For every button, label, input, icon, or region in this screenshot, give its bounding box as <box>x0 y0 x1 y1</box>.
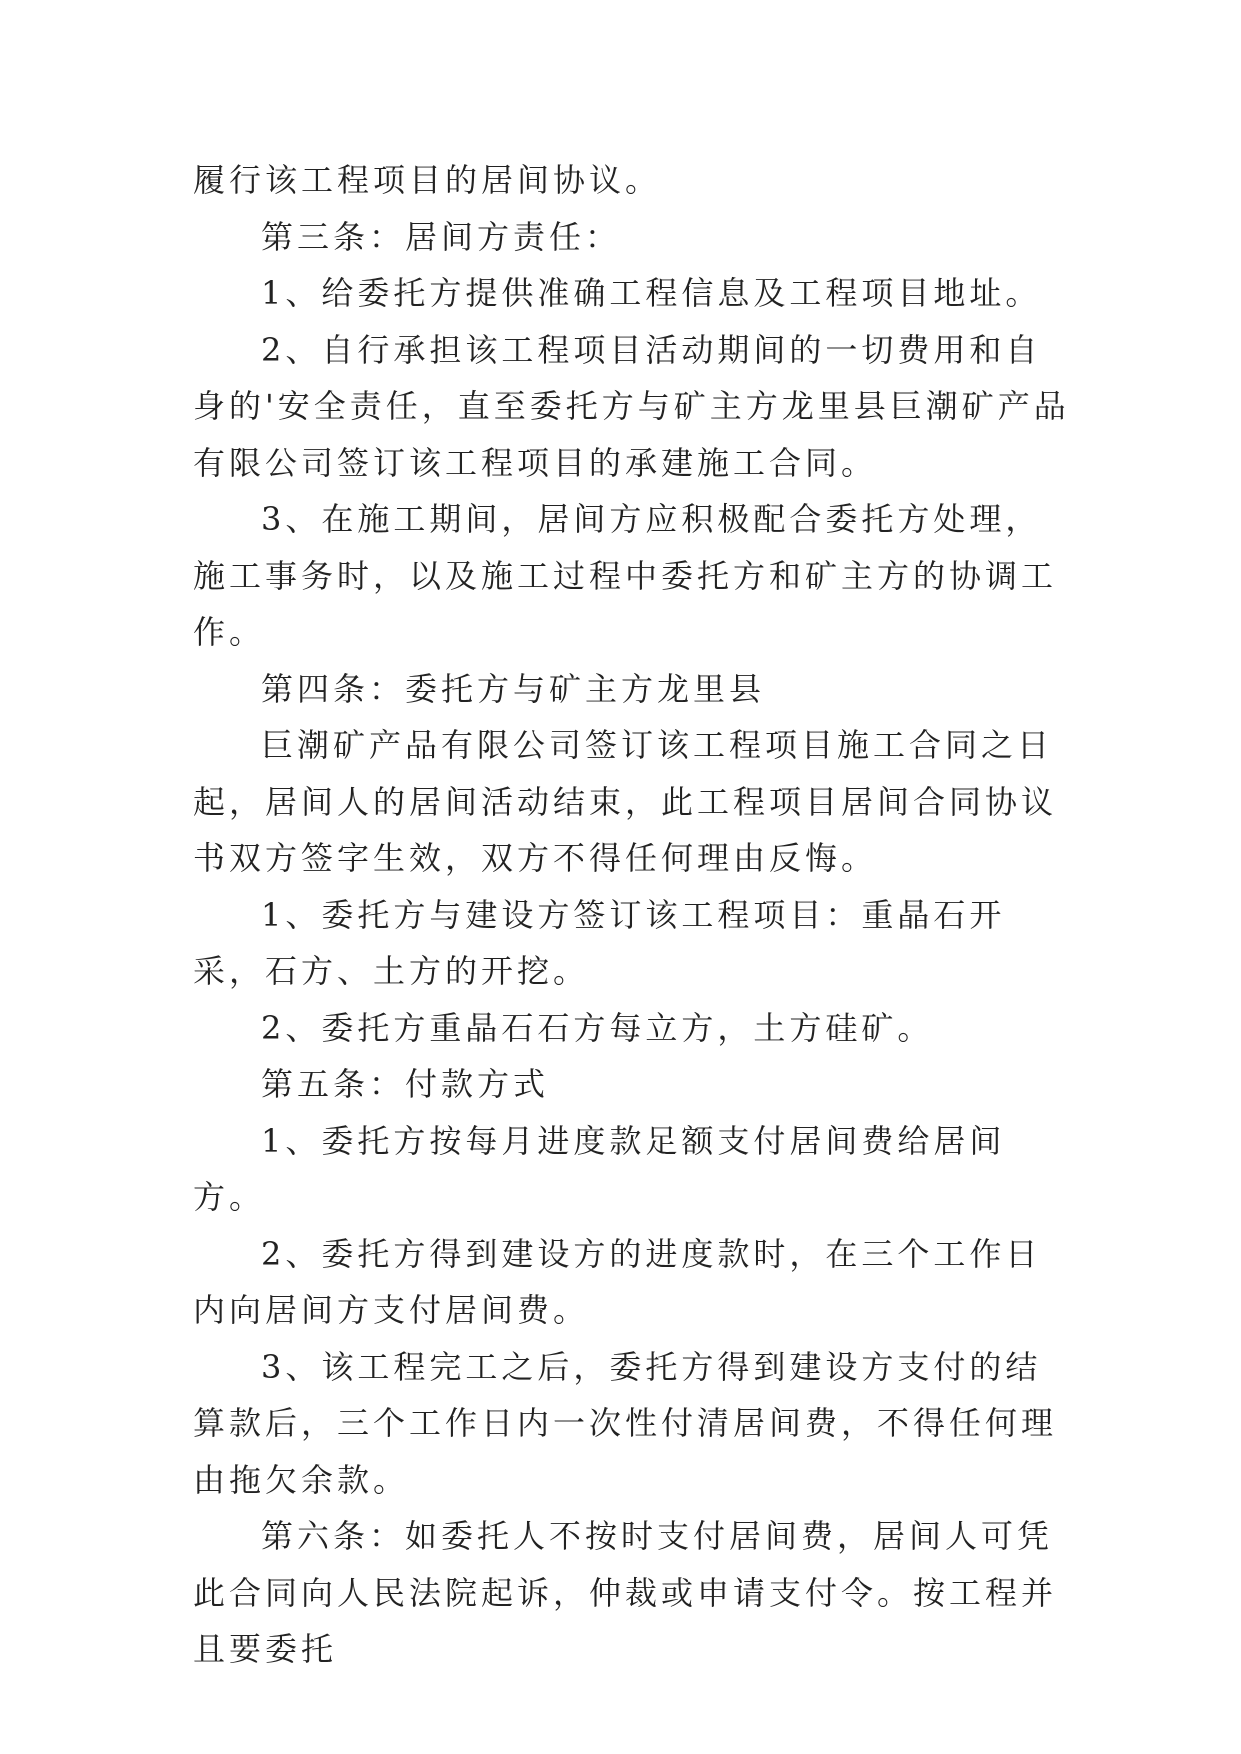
article-3-item-2: 2、自行承担该工程项目活动期间的一切费用和自身的'安全责任，直至委托方与矿主方龙里县巨潮矿产品有限公司签订该工程项目的承建施工合同。 <box>193 330 1070 482</box>
article-3-heading: 第三条：居间方责任： <box>261 217 622 256</box>
article-4-item-2: 2、委托方重晶石石方每立方，土方硅矿。 <box>261 1008 934 1047</box>
article-4-heading: 第四条：委托方与矿主方龙里县 <box>261 669 766 708</box>
article-5-heading: 第五条：付款方式 <box>261 1065 550 1103</box>
document-body <box>193 152 1073 1678</box>
article-5-item-3: 3、该工程完工之后，委托方得到建设方支付的结算款后，三个工作日内一次性付清居间费，不得任何理由拖欠余款。 <box>193 1347 1058 1499</box>
article-3-item-3: 3、在施工期间，居间方应积极配合委托方处理，施工事务时，以及施工过程中委托方和矿主方的协调工作。 <box>193 500 1058 651</box>
article-4-body: 巨潮矿产品有限公司签订该工程项目施工合同之日起，居间人的居间活动结束，此工程项目居间合同协议书双方签字生效，双方不得任何理由反悔。 <box>193 726 1058 877</box>
article-4-item-1: 1、委托方与建设方签订该工程项目：重晶石开采，石方、土方的开挖。 <box>193 895 1006 990</box>
paragraph-continuation: 履行该工程项目的居间协议。 <box>193 161 662 199</box>
article-3-item-1: 1、给委托方提供准确工程信息及工程项目地址。 <box>261 274 1042 312</box>
article-6-body: 第六条：如委托人不按时支付居间费，居间人可凭此合同向人民法院起诉，仲裁或申请支付令。按工程并且要委托 <box>193 1517 1058 1668</box>
article-5-item-2: 2、委托方得到建设方的进度款时，在三个工作日内向居间方支付居间费。 <box>193 1234 1042 1329</box>
article-5-item-1: 1、委托方按每月进度款足额支付居间费给居间方。 <box>193 1121 1006 1216</box>
